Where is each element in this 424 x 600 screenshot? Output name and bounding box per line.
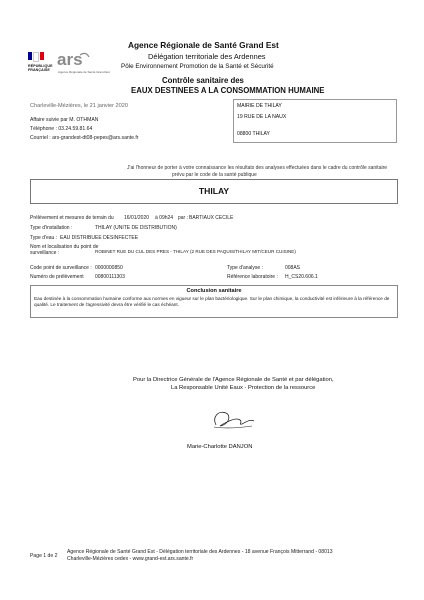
recipient-street: 19 RUE DE LA NAUX (237, 114, 287, 120)
sampling-date: 16/01/2020 (124, 215, 150, 221)
water-type-label: Type d'eau : (30, 235, 58, 241)
page-number: Page 1 de 2 (30, 553, 58, 559)
francaise-label: FRANÇAISE (28, 68, 50, 72)
install-type-label: Type d'installation : (30, 225, 73, 231)
pole-name: Pôle Environnement Promotion de la Santé et Sécurité (121, 63, 274, 70)
sampler-name: BARTIAUX CECILE (189, 215, 234, 221)
footer-address-2: Charleville-Mézières cedex - www.grand-est.ars.sante.fr (67, 556, 194, 562)
sampler-label: par : (178, 215, 189, 221)
water-type-value: EAU DISTRIBUEE DESINFECTEE (60, 235, 139, 241)
handled-by: Affaire suivie par M. OTHMAN (30, 117, 99, 123)
sample-number-label: Numéro de prélèvement (30, 274, 84, 280)
signatory-name: Marie-Charlotte DANJON (187, 444, 253, 450)
municipality-name: THILAY (198, 186, 230, 196)
ars-logo-subtext: Agence Régionale de Santé Grand Est (58, 70, 110, 74)
intro-line-1: J'ai l'honneur de porter à votre connaissance les résultats des analyses effectuées dans le cadre du contrôle sanitaire (127, 165, 388, 171)
sampling-time: à 09h24 (155, 215, 174, 221)
location-value: ROBINET RUE DU CUL DES PRES - THILAY (2 RUE DES PAQUIS/THILAY MIT/CEUR CUISINE) (95, 249, 296, 254)
analysis-type-label: Type d'analyse : (227, 265, 263, 271)
location-label-2: surveillance : (30, 250, 60, 256)
conclusion-text: Eau destinée à la consommation humaine conforme aux normes en vigueur sur le plan bactériologique. Sur le plan chimique, la conductivité est inférieure à la référence de qualité. Le traitement de l'agressivité devra être vérifié le cas échéant. (34, 296, 390, 307)
analysis-type-value: 008AS (285, 265, 301, 271)
lab-reference-value: H_CS20.606.1 (285, 274, 318, 280)
recipient-name: MAIRIE DE THILAY (237, 103, 282, 109)
surveillance-code-value: 0000000850 (95, 265, 123, 271)
republique-francaise-logo (28, 52, 58, 78)
recipient-city: 08800 THILAY (237, 131, 270, 137)
recipient-box (233, 99, 397, 143)
sample-number-value: 00800111303 (95, 274, 125, 280)
phone: Téléphone : 03.24.59.81.64 (30, 126, 93, 132)
email: Courriel : ars-grandest-dt08-pepes@ars.sante.fr (30, 135, 139, 141)
place-date: Charleville-Mézières, le 21 janvier 2020 (30, 103, 128, 109)
handwritten-signature (208, 407, 258, 431)
municipality-box (30, 179, 398, 204)
signature-line-1: Pour la Directrice Générale de l'Agence Régionale de Santé et par délégation, (133, 377, 334, 383)
ars-logo-text: ars (57, 50, 83, 69)
intro-line-2: prévu par le code de la santé publique (172, 172, 257, 178)
surveillance-code-label: Code point de surveillance : (30, 265, 92, 271)
control-title: Contrôle sanitaire des (162, 76, 244, 85)
agency-name: Agence Régionale de Santé Grand Est (128, 40, 279, 50)
delegation-name: Délégation territoriale des Ardennes (148, 52, 266, 61)
location-label-1: Nom et localisation du point de (30, 244, 99, 250)
water-title: EAUX DESTINEES A LA CONSOMMATION HUMAINE (131, 86, 325, 95)
conclusion-title: Conclusion sanitaire (186, 288, 242, 294)
signature-line-2: La Responsable Unité Eaux - Protection de la ressource (171, 385, 316, 391)
footer-address-1: Agence Régionale de Santé Grand Est - Délégation territoriale des Ardennes - 18 avenue François Mitterrand - 08013 (67, 549, 333, 555)
republique-label: RÉPUBLIQUE (28, 64, 53, 68)
sampling-label: Prélèvement et mesures de terrain du (30, 215, 114, 221)
install-type-value: THILAY (UNITE DE DISTRIBUTION) (95, 225, 177, 231)
lab-reference-label: Référence laboratoire : (227, 274, 278, 280)
conclusion-box (30, 285, 398, 318)
